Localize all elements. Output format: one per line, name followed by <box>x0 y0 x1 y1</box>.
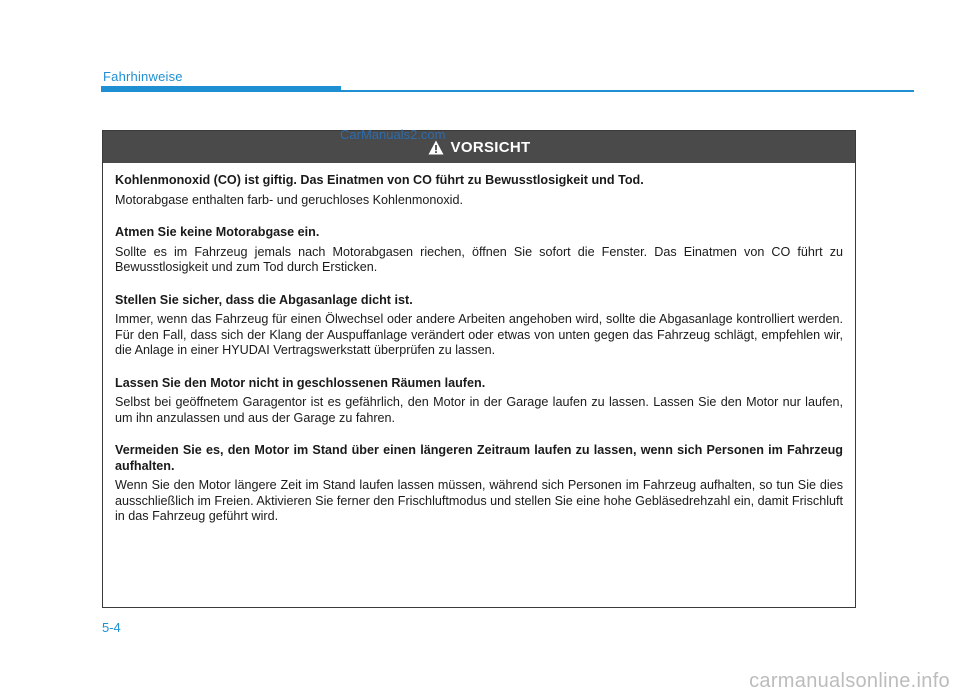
caution-item <box>115 293 843 359</box>
caution-item <box>115 225 843 276</box>
caution-item-heading: Vermeiden Sie es, den Motor im Stand über einen längeren Zeitraum laufen zu lassen, wenn sich Personen im Fahrzeug aufhalten. <box>115 443 843 473</box>
caution-header <box>103 131 855 163</box>
caution-content <box>103 163 855 525</box>
caution-item-body: Motorabgase enthalten farb- und geruchloses Kohlenmonoxid. <box>115 192 463 207</box>
caution-item <box>115 173 843 208</box>
caution-item <box>115 376 843 427</box>
caution-item-heading: Kohlenmonoxid (CO) ist giftig. Das Einatmen von CO führt zu Bewusstlosigkeit und Tod. <box>115 173 644 187</box>
section-title: Fahrhinweise <box>103 69 183 84</box>
caution-item-heading: Stellen Sie sicher, dass die Abgasanlage dicht ist. <box>115 292 413 307</box>
page-number: 5-4 <box>102 620 121 635</box>
header-rule-thin <box>341 90 914 92</box>
caution-label: VORSICHT <box>450 138 531 156</box>
caution-item-body: Immer, wenn das Fahrzeug für einen Ölwechsel oder andere Arbeiten angehoben wird, sollte die Abgasanlage kontrolliert werden. Für den Fall, dass sich der Klang der Auspuffanlage verändert oder etwas von unten gegen das Fahrzeug schlägt, empfehlen wir, die Anlage in einer HYUDAI Vertragswerkstatt überprüfen zu lassen. <box>115 312 843 357</box>
caution-item-heading: Atmen Sie keine Motorabgase ein. <box>115 225 320 239</box>
caution-item <box>115 443 843 525</box>
top-watermark: CarManuals2.com <box>340 127 446 142</box>
caution-item-body: Wenn Sie den Motor längere Zeit im Stand laufen lassen müssen, während sich Personen im Fahrzeug aufhalten, so tun Sie dies ausschließlich im Freien. Aktivieren Sie ferner den Frischluftmodus und stellen Sie eine hohe Gebläsedrehzahl ein, damit Frischluft in das Fahrzeug geführt wird. <box>115 478 843 523</box>
header-rule-thick <box>101 86 341 92</box>
caution-item-heading: Lassen Sie den Motor nicht in geschlossenen Räumen laufen. <box>115 375 486 390</box>
caution-item-body: Selbst bei geöffnetem Garagentor ist es gefährlich, den Motor in der Garage laufen zu lassen. Lassen Sie den Motor nur laufen, um ihn anzulassen und aus der Garage zu fahren. <box>115 395 843 425</box>
caution-box <box>102 130 856 608</box>
footer-watermark: carmanualsonline.info <box>749 670 950 692</box>
caution-item-body: Sollte es im Fahrzeug jemals nach Motorabgasen riechen, öffnen Sie sofort die Fenster. Das Einatmen von CO führt zu Bewusstlosigkeit und zum Tod durch Ersticken. <box>115 244 843 274</box>
